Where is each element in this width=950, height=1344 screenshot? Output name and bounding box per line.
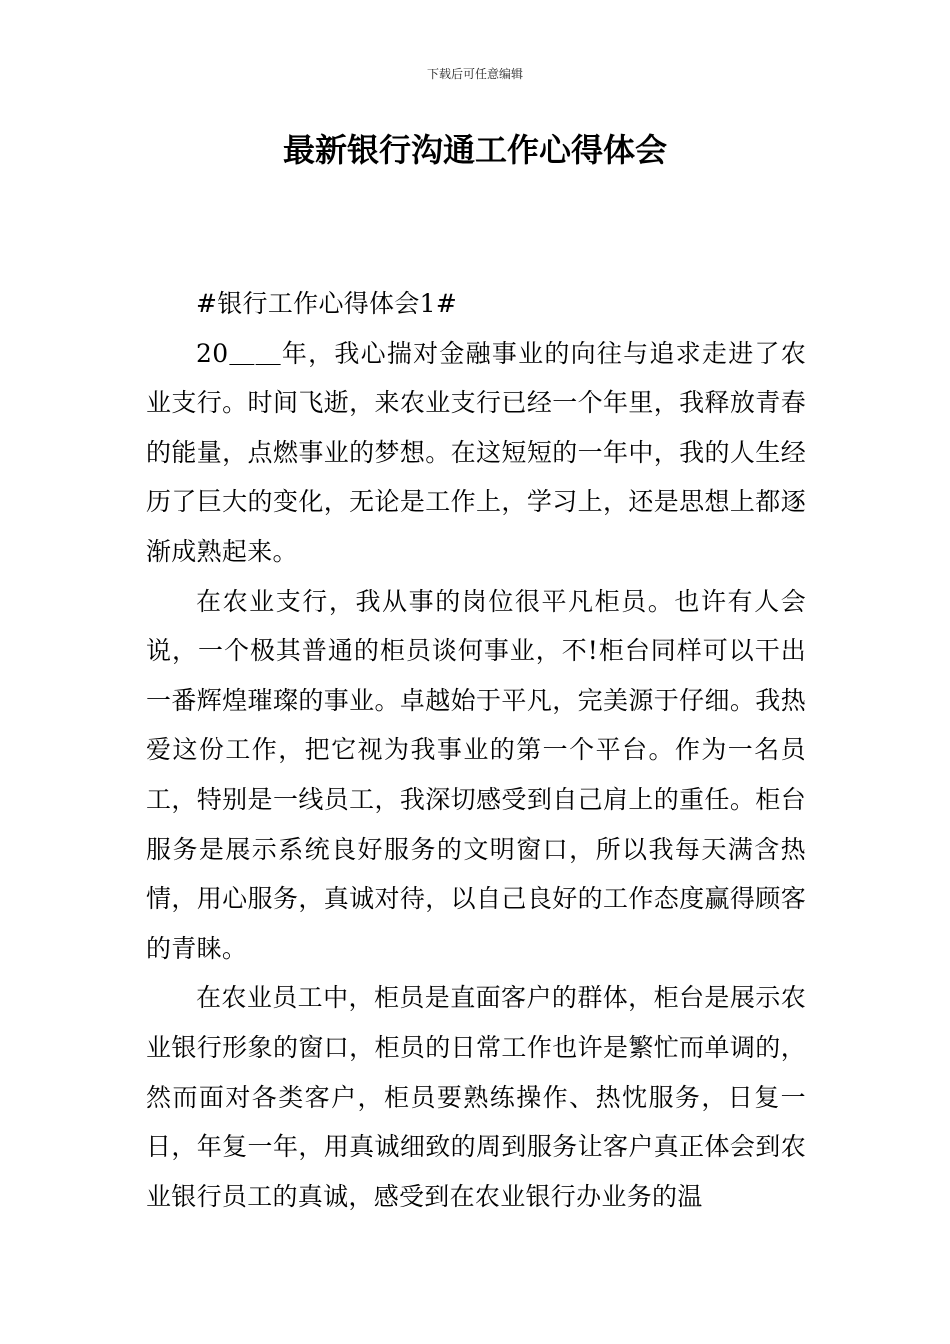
document-body [146,279,806,1221]
section-heading: #银行工作心得体会1# [196,289,458,318]
document-title: 最新银行沟通工作心得体会 [282,131,667,169]
header-note: 下载后可任意编辑 [426,67,523,81]
paragraph: 在农业员工中，柜员是直面客户的群体，柜台是展示农业银行形象的窗口，柜员的日常工作也许是繁忙而单调的，然而面对各类客户，柜员要熟练操作、热忱服务，日复一日，年复一年，用真诚细致的周到服务让客户真正体会到农业银行员工的真诚，感受到在农业银行办业务的温 [146,983,806,1211]
paragraph: 20＿＿年，我心揣对金融事业的向往与追求走进了农业支行。时间飞逝，来农业支行已经一个年里，我释放青春的能量，点燃事业的梦想。在这短短的一年中，我的人生经历了巨大的变化，无论是工作上，学习上，还是思想上都逐渐成熟起来。 [146,338,806,566]
paragraph: 在农业支行，我从事的岗位很平凡柜员。也许有人会说，一个极其普通的柜员谈何事业，不!柜台同样可以干出一番辉煌璀璨的事业。卓越始于平凡，完美源于仔细。我热爱这份工作，把它视为我事业的第一个平台。作为一名员工，特别是一线员工，我深切感受到自己肩上的重任。柜台服务是展示系统良好服务的文明窗口，所以我每天满含热情，用心服务，真诚对待，以自己良好的工作态度赢得顾客的青睐。 [146,586,806,963]
